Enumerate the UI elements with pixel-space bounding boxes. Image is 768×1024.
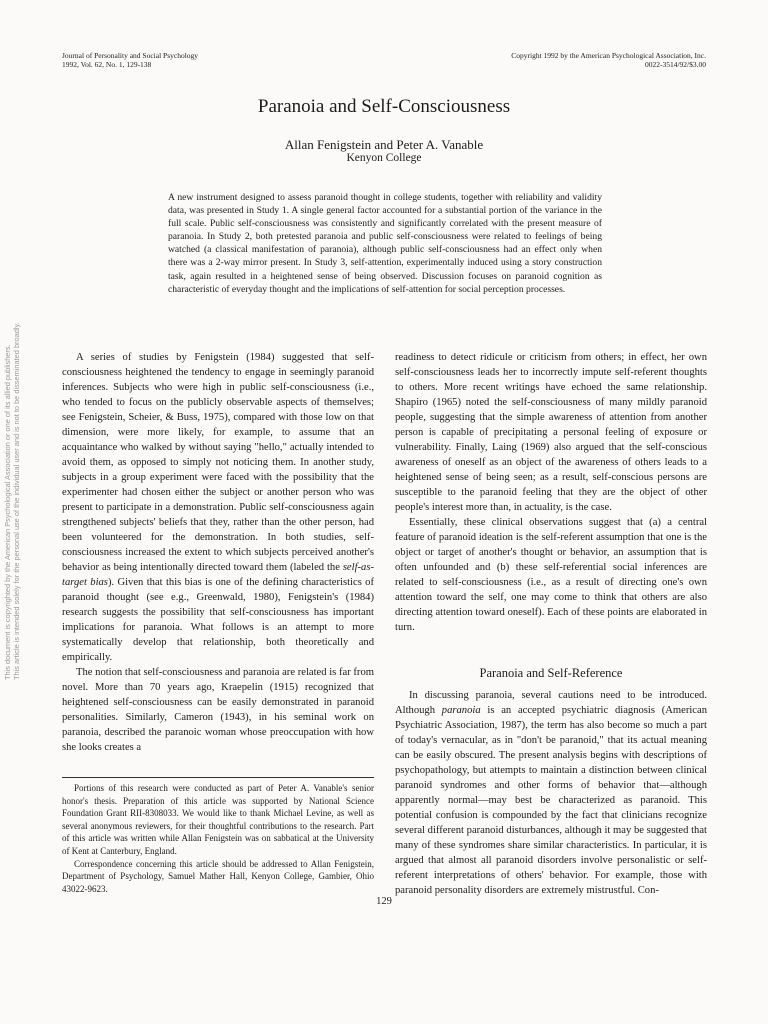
copyright-watermark (3, 240, 21, 680)
paragraph-text: In discussing paranoia, several cautions need to be introduced. Although (395, 690, 707, 716)
section-heading: Paranoia and Self-Reference (479, 666, 623, 680)
journal-header (62, 52, 198, 69)
paragraph: Essentially, these clinical observations suggest that (a) a central feature of paranoid ideation is the self-referent assumption that one is the object or target of another's thought or behavior, an assumption that is often unfounded and (b) these self-referential social inferences are related to self-consciousness (i.e., as a result of directing one's own attention toward the self, one may come to think that others are also directing attention toward oneself). Each of these points are elaborated in turn. (395, 517, 707, 633)
issn-line: 0022-3514/92/$3.00 (644, 59, 706, 69)
copyright-line: Copyright 1992 by the American Psychological Association, Inc. (511, 51, 706, 60)
journal-volume: 1992, Vol. 62, No. 1, 129-138 (62, 59, 152, 69)
article-authors: Allan Fenigstein and Peter A. Vanable (284, 137, 484, 152)
watermark-line-2: This article is intended solely for the personal use of the individual user and is not to be disseminated broadly. (12, 322, 21, 680)
footnote: Portions of this research were conducted as part of Peter A. Vanable's senior honor's thesis. Preparation of this article was supported by National Science Foundation Grant RII-8308033. We would like to thank Michael Levine, as well as several anonymous reviewers, for their thoughtful contributions to the research. Part of this article was written while Allan Fenigstein was on sabbatical at the University of Kent at Canterbury, England. (62, 783, 374, 856)
paragraph-text: A series of studies by Fenigstein (1984) suggested that self-consciousness heightened the tendency to engage in seemingly paranoid inferences. Subjects who were high in public self-consciousness (i.e., who tended to focus on the publicly observable aspects of themselves; see Fenigstein, Scheier, & Buss, 1975), compared with those low on that dimension, were more likely, for example, to assume that an acquaintance who walked by without saying "hello," actually intended to avoid them, as opposed to simply not noticing them. In another study, subjects in a group experiment were faced with the possibility that the experimenter had chosen either the subject or another person who was present to participate in a demonstration. Public self-consciousness again strengthened subjects' beliefs that they, rather than the other person, had been volunteered for the demonstration. In both studies, self-consciousness increased the extent to which subjects perceived another's behavior as being intentionally directed toward them (labeled the (62, 352, 374, 573)
paragraph-text: ). Given that this bias is one of the defining characteristics of paranoid thought (see e.g., Greenwald, 1980), Fenigstein's (1984) research suggests the possibility that self-consciousness has important implications for paranoia. What follows is an attempt to more systematically develop that relationship, both theoretically and empirically. (62, 577, 374, 663)
body-column-right-section (395, 688, 707, 898)
journal-name: Journal of Personality and Social Psychology (62, 51, 199, 60)
body-column-left (62, 350, 374, 755)
paragraph: readiness to detect ridicule or criticism from others; in effect, her own self-consciousness leads her to incorrectly impute self-referent thoughts to others. More recent writings have echoed the same relationship. Shapiro (1965) noted the self-consciousness of many mildly paranoid people, suggesting that the simple awareness of attention from another person is capable of precipitating a personal feeling of exposure or vulnerability. Finally, Laing (1969) also argued that the self-conscious awareness of oneself as an object of the awareness of others leads to a heightened sense of being seen; as a result, self-conscious persons are susceptible to the paranoid feeling that they are the object of other people's interest more than, in actuality, is the case. (395, 352, 707, 513)
paragraph (395, 688, 707, 898)
article-title: Paranoia and Self-Consciousness (257, 96, 511, 117)
paragraph: The notion that self-consciousness and paranoia are related is far from novel. More than 70 years ago, Kraepelin (1915) recognized that heightened self-consciousness can be easily demonstrated in paranoid personalities. Similarly, Cameron (1943), in his seminal work on paranoia, described the paranoic woman whose preoccupation with how she looks creates a (62, 667, 374, 753)
abstract: A new instrument designed to assess paranoid thought in college students, together with reliability and validity data, was presented in Study 1. A single general factor accounted for a substantial portion of the variance in the full scale. Public self-consciousness was consistently and significantly correlated with the present measure of paranoia. In Study 2, both pretested paranoia and public self-consciousness were related to feelings of being watched (a classical manifestation of paranoia), although public self-consciousness had an effect only when there was a 2-way mirror present. In Study 3, self-attention, experimentally induced using a story construction task, again resulted in a heightened sense of being observed. Discussion focuses on paranoid cognition as characteristic of everyday thought and the implications of self-attention for social perception processes. (168, 192, 602, 295)
author-affiliation: Kenyon College (346, 152, 422, 164)
page-number: 129 (376, 896, 392, 907)
body-column-right (395, 350, 707, 635)
watermark-line-1: This document is copyrighted by the American Psychological Association or one of its allied publishers. (3, 344, 12, 680)
copyright-header (511, 52, 706, 69)
paragraph-text: is an accepted psychiatric diagnosis (American Psychiatric Association, 1987), the term has also become so much a part of today's vernacular, as in "don't be paranoid," that its actual meaning can be easily obscured. The present analysis begins with descriptions of psychopathology, but attempts to maintain a distinction between clinical paranoid syndromes and other forms of behavior that—although apparently normal—may best be characterized as paranoid. This potential confusion is compounded by the fact that clinicians recognize several different paranoid disturbances, although it may be suggested that many of these syndromes share similar characteristics. In particular, it is argued that almost all paranoid disorders involve personalistic or self-referent interpretations of others' behavior. For example, those with paranoid personality disorders are extremely mistrustful. Con- (395, 705, 708, 896)
footnotes (62, 782, 374, 895)
footnote-divider (62, 777, 374, 778)
paragraph (62, 350, 374, 665)
emphasized-term: self-as-target bias (62, 562, 374, 588)
footnote: Correspondence concerning this article should be addressed to Allan Fenigstein, Department of Psychology, Samuel Mather Hall, Kenyon College, Gambier, Ohio 43022-9623. (62, 858, 374, 894)
emphasized-term: paranoia (441, 705, 481, 716)
